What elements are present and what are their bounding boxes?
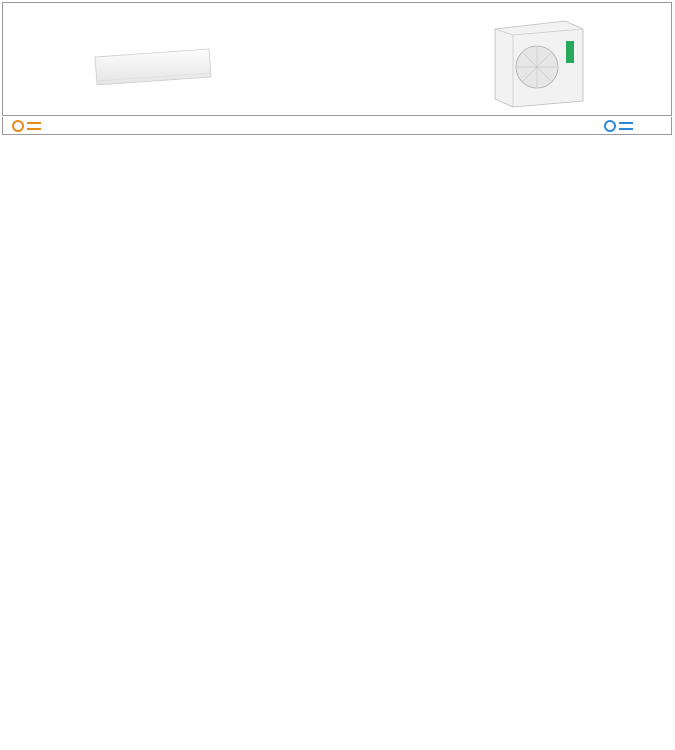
indoor-unit-image: [91, 47, 213, 87]
seer-badge: [601, 120, 633, 132]
cool-waves-icon: [619, 122, 633, 130]
energy-label-bar: [2, 117, 672, 135]
scop-badge: [9, 120, 41, 132]
heating-fan-icon: [12, 120, 24, 132]
product-header: [2, 2, 672, 116]
outdoor-unit-image: [487, 15, 591, 109]
cooling-fan-icon: [604, 120, 616, 132]
heat-waves-icon: [27, 122, 41, 130]
